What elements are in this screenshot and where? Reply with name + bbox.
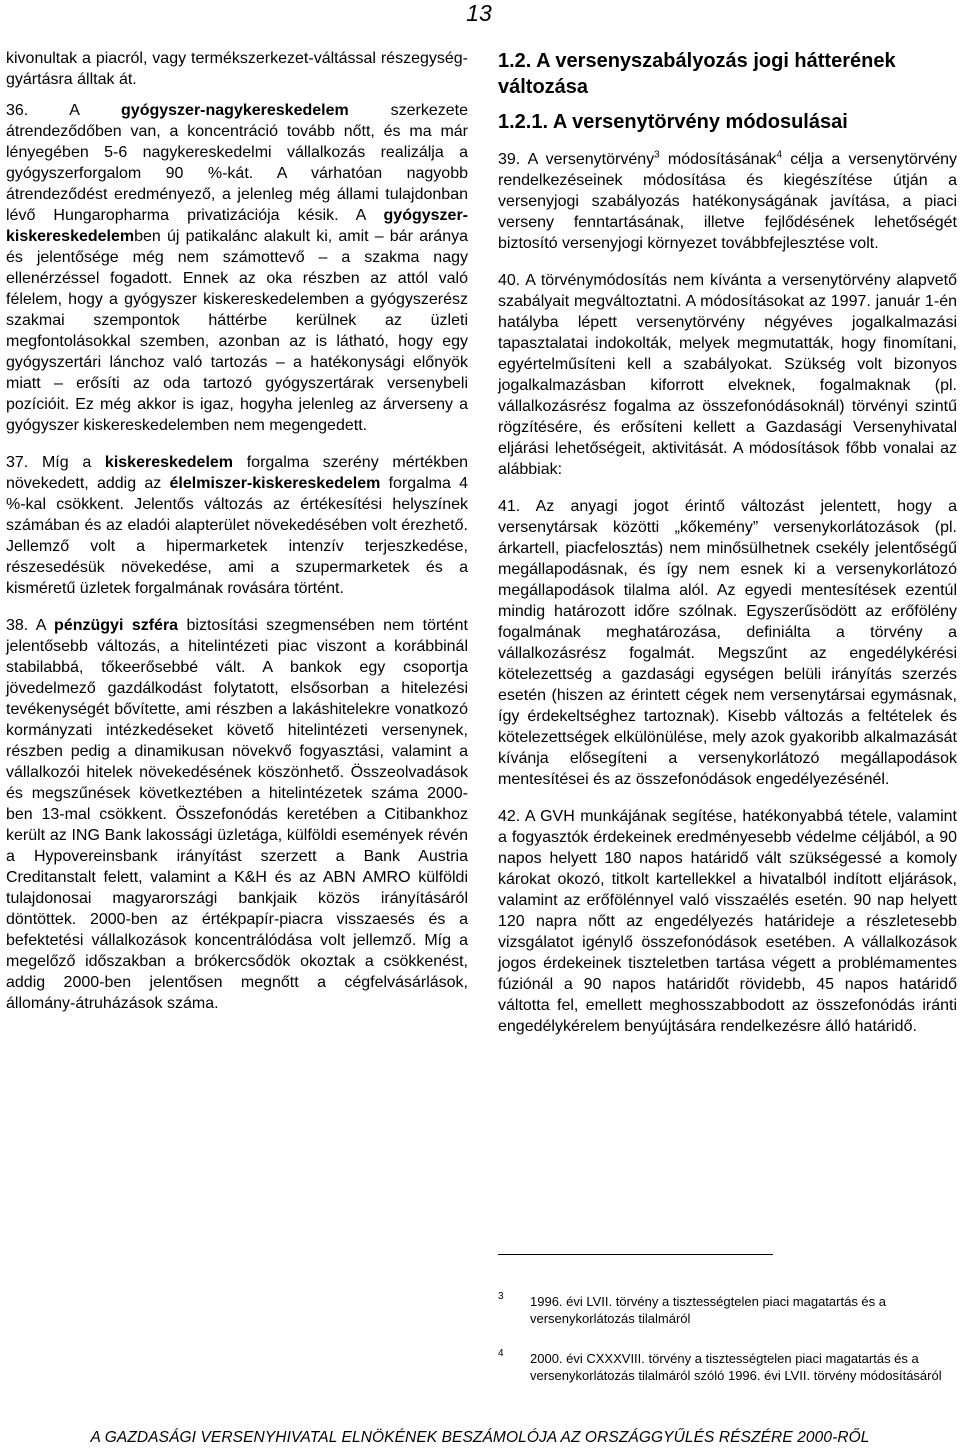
right-column bbox=[498, 48, 957, 1047]
page-number: 13 bbox=[466, 0, 492, 26]
footnote-mark: 4 bbox=[498, 1348, 504, 1359]
paragraph-38: 38. A pénzügyi szféra biztosítási szegmensében nem történt jelentősebb változás, a hitelintézeti piac viszont a korábbinál stabilabbá, tőkeerősebbé vált. A bankok egy csoportja jövedelmező gazdálkodást folytatott, elsősorban a hitelezési tevékenységét bővítette, ami részben a lakáshitelekre vonatkozó kormányzati intézkedéseket követő hitelintézeti versenynek, részben pedig a dinamikusan növekvő fogyasztási, valamint a vállalkozói hitelek növekedésének köszönhető. Összeolvadások és megszűnések következtében a hitelintézetek száma 2000-ben 13-mal csökkent. Összefonódás keretében a Citibankhoz került az ING Bank lakossági üzletága, külföldi események révén a Hypovereinsbank irányítást szerzett a Bank Austria Creditanstalt felett, valamint a K&H és az ABN AMRO külföldi tulajdonosai magyarországi bankjaik közös irányításáról döntöttek. 2000-ben az értékpapír-piacra visszaesés és a befektetési vállalkozások koncentrálódása volt jellemző. Míg a megelőző időszakban a brókercsődök okoztak a csökkenést, addig 2000-ben jelentősen megnőtt a cégfelvásárlások, állomány-átruházások száma. bbox=[6, 617, 468, 1012]
paragraph-41: 41. Az anyagi jogot érintő változást jelentett, hogy a versenytársak közötti „kőkemény” versenykorlátozások (pl. árkartell, piacfelosztás) nem minősülhetnek csekély jelentőségű megállapodásnak, és így nem esnek ki a versenykorlátozó megállapodások tilalma alól. Az egyedi mentesítések ezentúl mindig határozott időre szólnak. Egyszerűsödött az erőfölény fogalmának meghatározása, definiálta a törvény a vállalkozásrész fogalmát. Megszűnt az engedélykérési kötelezettség a gazdasági egységen belüli irányítás szerzés esetén (hiszen az érintett cégek nem versenytársai egymásnak, így érdekeltséghez tartoznak). Kisebb változás a feltételek és kötelezettségek elkülönülése, mely azok gyakoribb alkalmazását kívánja elősegíteni a versenykorlátozó megállapodások mentesítései és az összefonódások engedélyezésénél. bbox=[498, 498, 957, 788]
footnote-text: 2000. évi CXXXVIII. törvény a tisztességtelen piaci magatartás és a versenykorlátozás tilalmáról szóló 1996. évi LVII. törvény módosításáról bbox=[530, 1351, 942, 1383]
paragraph-continuation: kivonultak a piacról, vagy termékszerkezet-váltással részegység-gyártásra álltak át. bbox=[6, 50, 468, 88]
section-heading: 1.2. A versenyszabályozás jogi hátterének változása bbox=[498, 50, 896, 98]
paragraph-39: 39. A versenytörvény$^3$ módosításának$^4$ célja a versenytörvény rendelkezéseinek módosítása és kiegészítése útján a versenyjogi szabályozás hatékonyságának javítása, a piaci verseny fenntartásának, illetve fejlődésének lehetőségét biztosító versenyjogi környezet továbbfejlesztése volt. bbox=[498, 149, 958, 252]
left-column bbox=[6, 48, 468, 1024]
footnote-ref-3[interactable]: 3 bbox=[654, 149, 660, 161]
paragraph-36: 36. A gyógyszer-nagykereskedelem szerkezete átrendeződőben van, a koncentráció tovább nőtt, és ma már lényegében 5-6 nagykereskedelmi vállalkozás realizálja a gyógyszerforgalom 90 %-kát. A várhatóan nagyobb átrendeződést eredményező, a jelenleg még állami tulajdonban lévő Hungaropharma privatizációja késik. A gyógyszer-kiskereskedelemben új patikalánc alakult ki, amit – bár aránya és jelentősége még nem számottevő – a szakma nagy ellenérzéssel fogadott. Ennek az oka részben az attól való félelem, hogy a gyógyszer kiskereskedelemben a gyógyszerész szakmai szempontok háttérbe kerülnek az üzleti megfontolásokkal szemben, azonban az is látható, hogy egy gyógyszertári lánchoz való tartozás – a hatékonysági előnyök miatt – erősíti az oda tartozó gyógyszertárak versenybeli pozícióit. Ez még akkor is igaz, hogyha jelenleg az árverseny a gyógyszer kiskereskedelemben nem megengedett. bbox=[6, 102, 469, 434]
footnote-mark: 3 bbox=[498, 1291, 504, 1302]
footnote-separator bbox=[498, 1254, 773, 1255]
paragraph-40: 40. A törvénymódosítás nem kívánta a versenytörvény alapvető szabályait megváltoztatni. A módosításokat az 1997. január 1-én hatályba lépett versenytörvény négyéves jogalkalmazási tapasztalatai indokolták, melyek megmutatták, hogy finomítani, egyértelműsíteni kell a szabályokat. Szükség volt bizonyos jogalkalmazásban kiforrott elveknek, fogalmaknak (pl. vállalkozásrész fogalma az összefonódásoknál) törvényi szintű rögzítésére, és erősíteni kellett a Gazdasági Versenyhivatal eljárási lehetőségeit, aktivitását. A módosítások főbb vonalai az alábbiak: bbox=[498, 272, 957, 478]
paragraph-42: 42. A GVH munkájának segítése, hatékonyabbá tétele, valamint a fogyasztók érdekeinek eredményesebb védelme céljából, a 90 napos helyett 180 napos határidő vált szükségessé a komoly károkat okozó, titkolt kartellekkel a hivatalból indított eljárások, valamint az erőfölénnyel való visszaélés esetén. 90 nap helyett 120 napra nőtt az engedélyezés határideje a részletesebb vizsgálatot igénylő összefonódások esetében. A vállalkozások jogos érdekeinek tiszteletben tartása végett a problémamentes fúziónál a 90 napos határidőt rövidebb, 45 napos határidő váltotta fel, emellett meghosszabbodott az összefonódás iránti engedélykérelem benyújtására rendelkezésre álló határidő. bbox=[498, 808, 957, 1035]
paragraph-37: 37. Míg a kiskereskedelem forgalma szerény mértékben növekedett, addig az élelmiszer-kiskereskedelem forgalma 4 %-kal csökkent. Jelentős változás az értékesítési helyszínek számában és az eladói alapterület növekedésében volt érezhető. Jellemző volt a hipermarketek intenzív terjeszkedése, részesedésük növekedése, ami a szupermarketek és a kisméretű üzletek forgalmának rovására történt. bbox=[6, 454, 469, 597]
page-footer: A GAZDASÁGI VERSENYHIVATAL ELNÖKÉNEK BESZÁMOLÓJA AZ ORSZÁGGYŰLÉS RÉSZÉRE 2000-RŐL bbox=[90, 1429, 870, 1446]
footnote-text: 1996. évi LVII. törvény a tisztességtelen piaci magatartás és a versenykorlátozás tilalmáról bbox=[530, 1294, 887, 1326]
footnote-ref-4[interactable]: 4 bbox=[776, 149, 782, 161]
footnote-4 bbox=[498, 1350, 960, 1384]
footnote-3 bbox=[498, 1293, 960, 1327]
subsection-heading: 1.2.1. A versenytörvény módosulásai bbox=[498, 111, 848, 133]
